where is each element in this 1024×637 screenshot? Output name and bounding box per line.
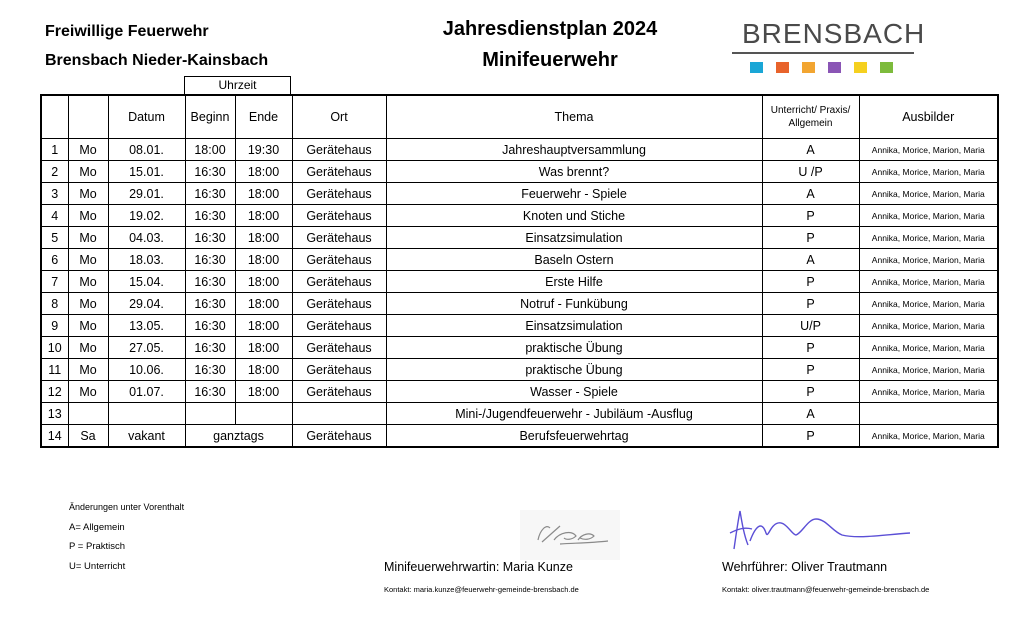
organization-name — [45, 17, 268, 75]
cell-typ: P — [762, 205, 859, 227]
cell-ausbilder — [859, 403, 998, 425]
cell-datum — [108, 403, 185, 425]
header-nr — [41, 95, 68, 139]
cell-beginn: 16:30 — [185, 205, 235, 227]
cell-thema: Baseln Ostern — [386, 249, 762, 271]
cell-typ: U/P — [762, 315, 859, 337]
cell-ort: Gerätehaus — [292, 337, 386, 359]
cell-tag: Mo — [68, 381, 108, 403]
header-ende: Ende — [235, 95, 292, 139]
cell-nr: 6 — [41, 249, 68, 271]
cell-beginn: 16:30 — [185, 249, 235, 271]
cell-ort: Gerätehaus — [292, 381, 386, 403]
cell-ausbilder: Annika, Morice, Marion, Maria — [859, 183, 998, 205]
header-thema: Thema — [386, 95, 762, 139]
cell-ausbilder: Annika, Morice, Marion, Maria — [859, 425, 998, 448]
logo-underline — [732, 52, 914, 54]
role-wehrfuehrer: Wehrführer: Oliver Trautmann — [722, 560, 888, 574]
cell-ende: 19:30 — [235, 139, 292, 161]
contact-oliver-trautmann[interactable]: Kontakt: oliver.trautmann@feuerwehr-gemeinde-brensbach.de — [722, 585, 930, 594]
logo-square-yellow — [854, 62, 867, 73]
cell-ende: 18:00 — [235, 249, 292, 271]
uhrzeit-group-header: Uhrzeit — [184, 76, 291, 94]
cell-tag: Mo — [68, 227, 108, 249]
cell-nr: 14 — [41, 425, 68, 448]
org-line-1: Freiwillige Feuerwehr — [45, 23, 209, 40]
signature-oliver-trautmann — [722, 505, 922, 557]
cell-ausbilder: Annika, Morice, Marion, Maria — [859, 205, 998, 227]
cell-ausbilder: Annika, Morice, Marion, Maria — [859, 315, 998, 337]
title-line-2: Minifeuerwehr — [482, 49, 618, 71]
cell-thema: Jahreshauptversammlung — [386, 139, 762, 161]
cell-ausbilder: Annika, Morice, Marion, Maria — [859, 227, 998, 249]
table-row — [41, 139, 998, 161]
cell-nr: 9 — [41, 315, 68, 337]
cell-ort: Gerätehaus — [292, 425, 386, 448]
cell-typ: A — [762, 183, 859, 205]
cell-tag: Sa — [68, 425, 108, 448]
cell-tag: Mo — [68, 205, 108, 227]
table-row — [41, 161, 998, 183]
table-row — [41, 205, 998, 227]
cell-ort: Gerätehaus — [292, 249, 386, 271]
cell-tag: Mo — [68, 359, 108, 381]
cell-nr: 10 — [41, 337, 68, 359]
cell-nr: 11 — [41, 359, 68, 381]
header-ausbilder: Ausbilder — [859, 95, 998, 139]
cell-thema: Erste Hilfe — [386, 271, 762, 293]
cell-typ: P — [762, 293, 859, 315]
cell-tag: Mo — [68, 271, 108, 293]
cell-ausbilder: Annika, Morice, Marion, Maria — [859, 337, 998, 359]
cell-typ: U /P — [762, 161, 859, 183]
cell-ende: 18:00 — [235, 161, 292, 183]
table-row — [41, 425, 998, 448]
header-datum: Datum — [108, 95, 185, 139]
cell-ort: Gerätehaus — [292, 227, 386, 249]
schedule-table — [40, 94, 999, 448]
cell-ausbilder: Annika, Morice, Marion, Maria — [859, 271, 998, 293]
cell-tag: Mo — [68, 315, 108, 337]
cell-ende — [235, 403, 292, 425]
cell-tag: Mo — [68, 139, 108, 161]
legend-note: Änderungen unter Vorenthalt — [69, 502, 185, 512]
table-row — [41, 183, 998, 205]
table-row — [41, 293, 998, 315]
cell-beginn: 16:30 — [185, 359, 235, 381]
cell-thema: praktische Übung — [386, 337, 762, 359]
table-row — [41, 315, 998, 337]
table-row — [41, 337, 998, 359]
cell-nr: 2 — [41, 161, 68, 183]
cell-thema: Was brennt? — [386, 161, 762, 183]
cell-ende: 18:00 — [235, 337, 292, 359]
cell-beginn: 16:30 — [185, 315, 235, 337]
cell-datum: 27.05. — [108, 337, 185, 359]
cell-beginn — [185, 403, 235, 425]
cell-beginn: 18:00 — [185, 139, 235, 161]
cell-nr: 13 — [41, 403, 68, 425]
cell-datum: 13.05. — [108, 315, 185, 337]
cell-nr: 1 — [41, 139, 68, 161]
table-row — [41, 249, 998, 271]
legend-allgemein: A= Allgemein — [69, 521, 125, 533]
cell-thema: Einsatzsimulation — [386, 227, 762, 249]
cell-tag: Mo — [68, 293, 108, 315]
cell-ende: 18:00 — [235, 227, 292, 249]
cell-datum: 08.01. — [108, 139, 185, 161]
cell-thema: Wasser - Spiele — [386, 381, 762, 403]
cell-ende: 18:00 — [235, 271, 292, 293]
table-row — [41, 381, 998, 403]
document-title — [400, 14, 700, 76]
table-row — [41, 359, 998, 381]
logo-square-green — [880, 62, 893, 73]
cell-ort: Gerätehaus — [292, 205, 386, 227]
cell-datum: 01.07. — [108, 381, 185, 403]
table-header-row — [41, 95, 998, 139]
cell-zeit: ganztags — [185, 425, 292, 448]
table-row — [41, 271, 998, 293]
cell-datum: 18.03. — [108, 249, 185, 271]
cell-nr: 7 — [41, 271, 68, 293]
header-tag — [68, 95, 108, 139]
cell-beginn: 16:30 — [185, 183, 235, 205]
cell-nr: 8 — [41, 293, 68, 315]
cell-ort: Gerätehaus — [292, 293, 386, 315]
cell-tag: Mo — [68, 161, 108, 183]
cell-thema: Einsatzsimulation — [386, 315, 762, 337]
logo-square-orange — [776, 62, 789, 73]
role-minifeuerwehrwartin: Minifeuerwehrwartin: Maria Kunze — [384, 560, 573, 574]
cell-beginn: 16:30 — [185, 227, 235, 249]
cell-ausbilder: Annika, Morice, Marion, Maria — [859, 249, 998, 271]
cell-tag: Mo — [68, 249, 108, 271]
cell-ort: Gerätehaus — [292, 161, 386, 183]
cell-ausbilder: Annika, Morice, Marion, Maria — [859, 293, 998, 315]
cell-thema: Berufsfeuerwehrtag — [386, 425, 762, 448]
cell-nr: 4 — [41, 205, 68, 227]
cell-ende: 18:00 — [235, 381, 292, 403]
cell-ort: Gerätehaus — [292, 139, 386, 161]
org-line-2: Brensbach Nieder-Kainsbach — [45, 52, 269, 69]
cell-typ: P — [762, 227, 859, 249]
cell-nr: 12 — [41, 381, 68, 403]
logo-square-amber — [802, 62, 815, 73]
cell-tag: Mo — [68, 337, 108, 359]
cell-beginn: 16:30 — [185, 161, 235, 183]
signature-maria-kunze — [520, 510, 620, 560]
cell-ende: 18:00 — [235, 183, 292, 205]
cell-typ: A — [762, 249, 859, 271]
cell-ausbilder: Annika, Morice, Marion, Maria — [859, 139, 998, 161]
cell-ort: Gerätehaus — [292, 183, 386, 205]
cell-nr: 5 — [41, 227, 68, 249]
cell-thema: Mini-/Jugendfeuerwehr - Jubiläum -Ausflug — [386, 403, 762, 425]
cell-datum: 19.02. — [108, 205, 185, 227]
cell-beginn: 16:30 — [185, 381, 235, 403]
cell-ausbilder: Annika, Morice, Marion, Maria — [859, 359, 998, 381]
cell-ende: 18:00 — [235, 315, 292, 337]
cell-ausbilder: Annika, Morice, Marion, Maria — [859, 161, 998, 183]
cell-beginn: 16:30 — [185, 293, 235, 315]
cell-nr: 3 — [41, 183, 68, 205]
cell-thema: Knoten und Stiche — [386, 205, 762, 227]
cell-ort: Gerätehaus — [292, 315, 386, 337]
contact-maria-kunze[interactable]: Kontakt: maria.kunze@feuerwehr-gemeinde-brensbach.de — [384, 585, 579, 594]
cell-datum: 15.01. — [108, 161, 185, 183]
header-beginn: Beginn — [185, 95, 235, 139]
header-ort: Ort — [292, 95, 386, 139]
cell-ort — [292, 403, 386, 425]
cell-thema: praktische Übung — [386, 359, 762, 381]
cell-ende: 18:00 — [235, 205, 292, 227]
legend-unterricht: U= Unterricht — [69, 560, 126, 572]
title-line-1: Jahresdienstplan 2024 — [442, 18, 658, 40]
cell-datum: 15.04. — [108, 271, 185, 293]
header-typ: Unterricht/ Praxis/ Allgemein — [762, 95, 859, 139]
cell-typ: A — [762, 139, 859, 161]
cell-thema: Feuerwehr - Spiele — [386, 183, 762, 205]
cell-ausbilder: Annika, Morice, Marion, Maria — [859, 381, 998, 403]
cell-typ: P — [762, 359, 859, 381]
cell-beginn: 16:30 — [185, 337, 235, 359]
cell-datum: 29.01. — [108, 183, 185, 205]
cell-beginn: 16:30 — [185, 271, 235, 293]
legend — [69, 502, 184, 580]
table-row — [41, 403, 998, 425]
logo-text: BRENSBACH — [742, 18, 926, 49]
cell-typ: P — [762, 271, 859, 293]
cell-ort: Gerätehaus — [292, 271, 386, 293]
cell-datum: 04.03. — [108, 227, 185, 249]
table-row — [41, 227, 998, 249]
cell-datum: 10.06. — [108, 359, 185, 381]
cell-typ: P — [762, 381, 859, 403]
legend-praktisch: P = Praktisch — [69, 541, 126, 552]
cell-thema: Notruf - Funkübung — [386, 293, 762, 315]
cell-datum: vakant — [108, 425, 185, 448]
cell-ende: 18:00 — [235, 293, 292, 315]
cell-ort: Gerätehaus — [292, 359, 386, 381]
cell-tag — [68, 403, 108, 425]
cell-datum: 29.04. — [108, 293, 185, 315]
logo-square-purple — [828, 62, 841, 73]
cell-typ: A — [762, 403, 859, 425]
cell-ende: 18:00 — [235, 359, 292, 381]
cell-tag: Mo — [68, 183, 108, 205]
logo-square-blue — [750, 62, 763, 73]
cell-typ: P — [762, 425, 859, 448]
brensbach-logo — [728, 16, 926, 76]
cell-typ: P — [762, 337, 859, 359]
